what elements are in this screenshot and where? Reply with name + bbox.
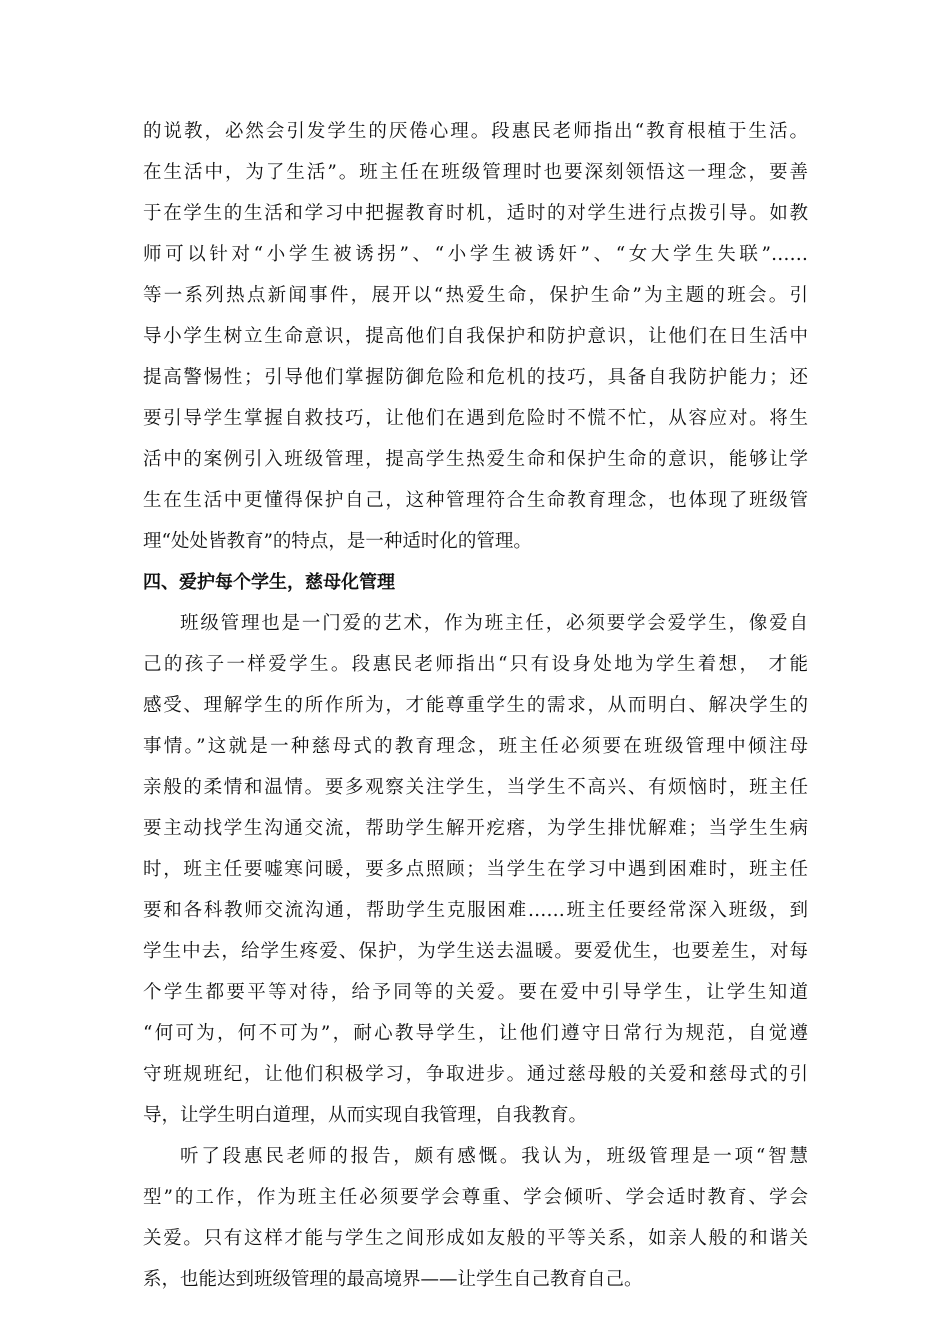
paragraph-3-line-4: 系，也能达到班级管理的最高境界——让学生自己教育自己。 bbox=[143, 1269, 643, 1290]
paragraph-2-line-13: 导，让学生明白道理，从而实现自我管理，自我教育。 bbox=[143, 1105, 588, 1126]
paragraph-2-line-11: “何可为，何不可为”，耐心教导学生，让他们遵守日常行为规范，自觉遵 bbox=[143, 1023, 808, 1044]
section-heading-4: 四、爱护每个学生，慈母化管理 bbox=[143, 572, 395, 593]
paragraph-1-line-1: 的说教，必然会引发学生的厌倦心理。段惠民老师指出“教育根植于生活。 bbox=[143, 121, 808, 142]
paragraph-1-line-8: 要引导学生掌握自救技巧，让他们在遇到危险时不慌不忙，从容应对。将生 bbox=[143, 408, 808, 429]
paragraph-1-line-3: 于在学生的生活和学习中把握教育时机，适时的对学生进行点拨引导。如教 bbox=[143, 203, 808, 224]
paragraph-1-line-5: 等一系列热点新闻事件，展开以“热爱生命，保护生命”为主题的班会。引 bbox=[143, 285, 808, 306]
paragraph-2-line-9: 学生中去，给学生疼爱、保护，为学生送去温暖。要爱优生，也要差生，对每 bbox=[143, 941, 808, 962]
paragraph-3-line-2: 型”的工作，作为班主任必须要学会尊重、学会倾听、学会适时教育、学会 bbox=[143, 1187, 808, 1208]
paragraph-2-line-4: 事情。”这就是一种慈母式的教育理念，班主任必须要在班级管理中倾注母 bbox=[143, 736, 808, 757]
paragraph-2-line-8: 要和各科教师交流沟通，帮助学生克服困难……班主任要经常深入班级，到 bbox=[143, 900, 808, 921]
paragraph-2-line-12: 守班规班纪，让他们积极学习，争取进步。通过慈母般的关爱和慈母式的引 bbox=[143, 1064, 808, 1085]
paragraph-3-line-3: 关爱。只有这样才能与学生之间形成如友般的平等关系，如亲人般的和谐关 bbox=[143, 1228, 808, 1249]
paragraph-2-line-1: 班级管理也是一门爱的艺术，作为班主任，必须要学会爱学生，像爱自 bbox=[180, 613, 808, 634]
paragraph-2-line-6: 要主动找学生沟通交流，帮助学生解开疙瘩，为学生排忧解难；当学生生病 bbox=[143, 818, 808, 839]
paragraph-1-line-2: 在生活中，为了生活”。班主任在班级管理时也要深刻领悟这一理念，要善 bbox=[143, 162, 808, 183]
paragraph-2-line-10: 个学生都要平等对待，给予同等的关爱。要在爱中引导学生，让学生知道 bbox=[143, 982, 808, 1003]
paragraph-1-line-11: 理“处处皆教育”的特点，是一种适时化的管理。 bbox=[143, 531, 532, 552]
paragraph-2-line-5: 亲般的柔情和温情。要多观察关注学生，当学生不高兴、有烦恼时，班主任 bbox=[143, 777, 808, 798]
paragraph-3-line-1: 听了段惠民老师的报告，颇有感慨。我认为，班级管理是一项“智慧 bbox=[180, 1146, 808, 1167]
paragraph-2-line-3: 感受、理解学生的所作所为，才能尊重学生的需求，从而明白、解决学生的 bbox=[143, 695, 808, 716]
paragraph-1-line-4: 师可以针对“小学生被诱拐”、“小学生被诱奸”、“女大学生失联”…… bbox=[143, 244, 808, 265]
paragraph-1-line-6: 导小学生树立生命意识，提高他们自我保护和防护意识，让他们在日生活中 bbox=[143, 326, 808, 347]
paragraph-2-line-7: 时，班主任要嘘寒问暖，要多点照顾；当学生在学习中遇到困难时，班主任 bbox=[143, 859, 808, 880]
paragraph-1-line-10: 生在生活中更懂得保护自己，这种管理符合生命教育理念，也体现了班级管 bbox=[143, 490, 808, 511]
paragraph-1-line-9: 活中的案例引入班级管理，提高学生热爱生命和保护生命的意识，能够让学 bbox=[143, 449, 808, 470]
paragraph-2-line-2: 己的孩子一样爱学生。段惠民老师指出“只有设身处地为学生着想， 才能 bbox=[143, 654, 808, 675]
paragraph-1-line-7: 提高警惕性；引导他们掌握防御危险和危机的技巧，具备自我防护能力；还 bbox=[143, 367, 808, 388]
